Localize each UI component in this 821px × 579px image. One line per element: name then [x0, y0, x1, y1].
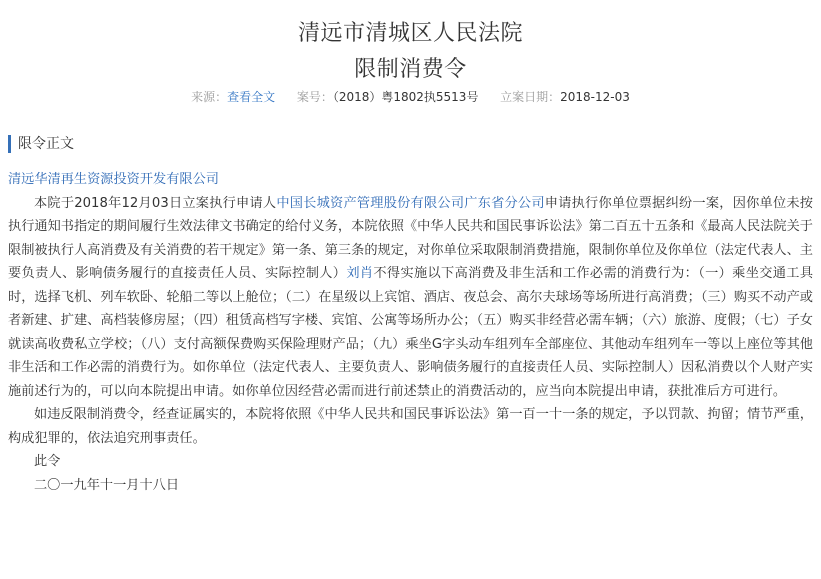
applicant-link[interactable]: 中国长城资产管理股份有限公司广东省分公司	[276, 195, 545, 211]
paragraph-text: 本院于2018年12月03日立案执行申请人	[34, 195, 277, 211]
judgment-content	[8, 168, 813, 497]
source-label: 来源：	[191, 90, 228, 104]
section-heading: 限令正文	[8, 135, 74, 153]
paragraph-text: 不得实施以下高消费及非生活和工作必需的消费行为：（一）乘坐交通工具时，选择飞机、列车软卧、轮船二等以上舱位；（二）在星级以上宾馆、酒店、夜总会、高尔夫球场等场所进行高消费；（三）购买不动产或者新建、扩建、高档装修房屋；（四）租赁高档写字楼、宾馆、公寓等场所办公；（五）购买非经营必需车辆；（六）旅游、度假；（七）子女就读高收费私立学校；（八）支付高额保费购买保险理财产品；（九）乘坐G字头动车组列车全部座位、其他动车组列车一等以上座位等其他非生活和工作必需的消费行为。如你单位（法定代表人、主要负责人、影响债务履行的直接责任人员、实际控制人）因私消费以个人财产实施前述行为的，可以向本院提出申请。如你单位因经营必需而进行前述禁止的消费活动的，应当向本院提出申请，获批准后方可进行。	[8, 266, 814, 399]
document-meta	[0, 88, 821, 105]
sign-date: 二〇一九年十一月十八日	[34, 477, 180, 493]
court-name: 清远市清城区人民法院	[297, 21, 523, 46]
document-title: 限制消费令	[354, 57, 467, 82]
paragraph-text: 申请执行你单位票据纠纷一案，因你单位未按执行通知书指定的期间履行生效法律文书确定的给付义务，本院依照《中华人民共和国民事诉讼法》第二百五十五条和《最高人民法院关于限制被执行人高消费及有关消费的若干规定》第一条、第三条的规定，对你单位采取限制消费措施，限制你单位及你单位（法定代表人、主要负责人、影响债务履行的直接责任人员、实际控制人）	[8, 195, 813, 281]
filing-date-label: 立案日期：	[500, 90, 561, 104]
case-number: （2018）粤1802执5513号	[332, 90, 479, 104]
view-full-text-link[interactable]: 查看全文	[227, 90, 276, 104]
legal-rep-link[interactable]: 刘肖	[346, 266, 374, 281]
main-paragraph	[8, 192, 813, 404]
closing-text: 此令	[34, 454, 61, 469]
case-number-label: 案号：	[296, 90, 333, 104]
penalty-paragraph: 如违反限制消费令，经查证属实的，本院将依照《中华人民共和国民事诉讼法》第一百一十一条的规定，予以罚款、拘留；情节严重，构成犯罪的，依法追究刑事责任。	[8, 407, 813, 446]
respondent-name[interactable]: 清远华清再生资源投资开发有限公司	[8, 172, 219, 187]
filing-date: 2018-12-03	[560, 90, 630, 104]
